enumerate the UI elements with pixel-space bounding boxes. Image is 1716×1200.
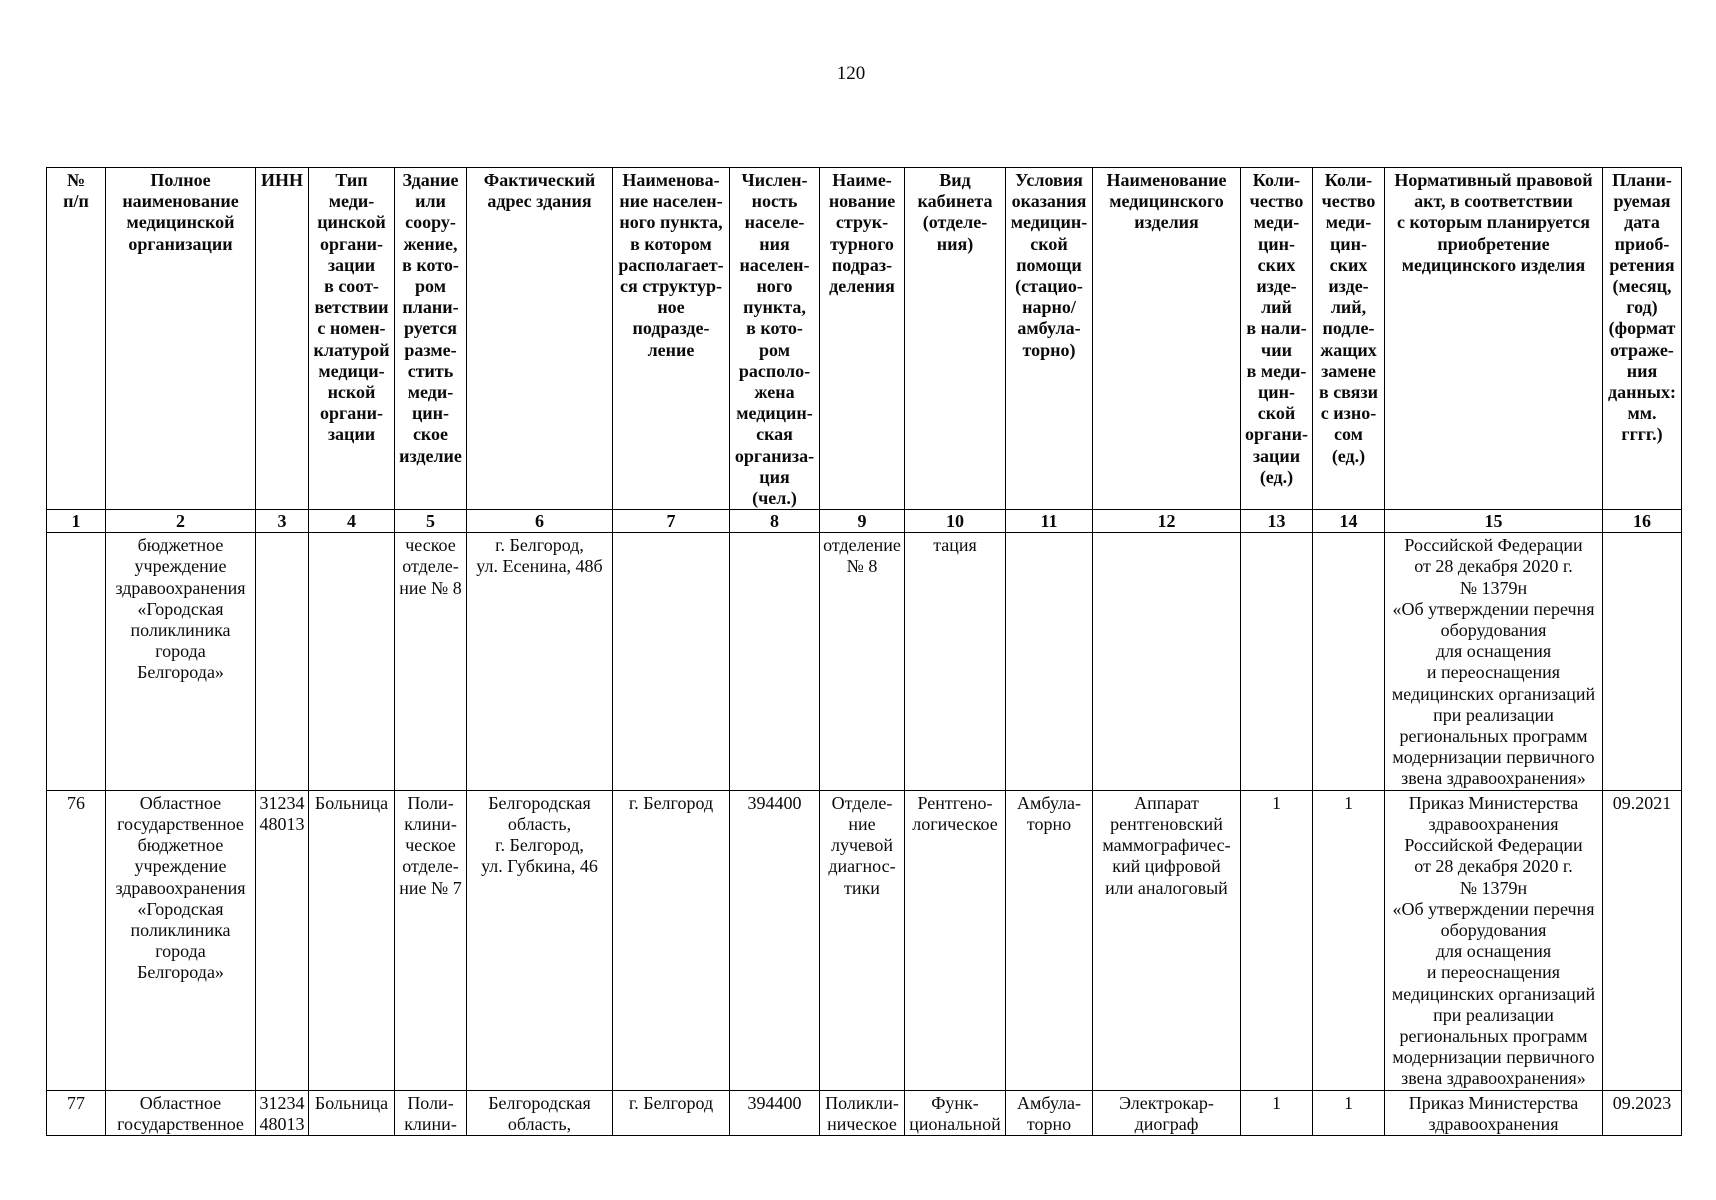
cell-subdivision: Поликли- ническое [820, 1090, 905, 1135]
header-row-number: № п/п [47, 168, 106, 510]
cell-cabinet-type: Функ- циональной [905, 1090, 1006, 1135]
cell-inn [256, 533, 309, 790]
header-device-name: Наименование медицинского изделия [1093, 168, 1241, 510]
cell-device-count-replace: 1 [1313, 790, 1385, 1090]
cell-cabinet-type: тация [905, 533, 1006, 790]
cell-device-count-available: 1 [1241, 790, 1313, 1090]
cell-settlement: г. Белгород [613, 790, 730, 1090]
header-device-count-replace: Коли- чество меди- цин- ских изде- лий, подле- жащих замене в связи с изно- сом (ед.) [1313, 168, 1385, 510]
column-index: 11 [1006, 510, 1093, 533]
column-index-row [47, 510, 1682, 533]
header-org-type: Тип меди- цинской органи- зации в соот- ветствии с номен- клатурой медици- нской органи- зации [309, 168, 395, 510]
header-planned-date: Плани- руемая дата приоб- ретения (месяц, год) (формат отраже- ния данных: мм. гггг.) [1603, 168, 1682, 510]
column-index: 8 [730, 510, 820, 533]
cell-building: Поли- клини- ческое отделе- ние № 7 [395, 790, 467, 1090]
column-index: 4 [309, 510, 395, 533]
cell-device-count-replace [1313, 533, 1385, 790]
cell-subdivision: отделение № 8 [820, 533, 905, 790]
cell-population: 394400 [730, 790, 820, 1090]
equipment-table [46, 167, 1682, 1136]
cell-inn: 31234 48013 [256, 1090, 309, 1135]
cell-planned-date: 09.2023 [1603, 1090, 1682, 1135]
cell-device-name: Электрокар- диограф [1093, 1090, 1241, 1135]
cell-org-name: Областное государственное [106, 1090, 256, 1135]
column-index: 1 [47, 510, 106, 533]
table-row-continued [47, 533, 1682, 790]
cell-building: ческое отделе- ние № 8 [395, 533, 467, 790]
page-number: 120 [836, 63, 866, 84]
cell-device-count-available: 1 [1241, 1090, 1313, 1135]
header-address: Фактический адрес здания [467, 168, 613, 510]
cell-org-type [309, 533, 395, 790]
cell-settlement [613, 533, 730, 790]
cell-population: 394400 [730, 1090, 820, 1135]
cell-row-number [47, 533, 106, 790]
header-legal-act: Нормативный правовой акт, в соответствии с которым планируется приобретение медицинского изделия [1385, 168, 1603, 510]
cell-cabinet-type: Рентгено- логическое [905, 790, 1006, 1090]
header-population: Числен- ность населе- ния населен- ного пункта, в кото- ром располо- жена медицин- ская организа- ция (чел.) [730, 168, 820, 510]
header-subdivision: Наиме- нование струк- турного подраз- деления [820, 168, 905, 510]
cell-planned-date: 09.2021 [1603, 790, 1682, 1090]
cell-row-number: 76 [47, 790, 106, 1090]
cell-row-number: 77 [47, 1090, 106, 1135]
cell-inn: 31234 48013 [256, 790, 309, 1090]
cell-building: Поли- клини- [395, 1090, 467, 1135]
cell-settlement: г. Белгород [613, 1090, 730, 1135]
column-index: 13 [1241, 510, 1313, 533]
cell-care-conditions [1006, 533, 1093, 790]
cell-planned-date [1603, 533, 1682, 790]
table-row-77 [47, 1090, 1682, 1135]
cell-address: г. Белгород, ул. Есенина, 48б [467, 533, 613, 790]
cell-care-conditions: Амбула- торно [1006, 790, 1093, 1090]
column-index: 12 [1093, 510, 1241, 533]
table-header-row [47, 168, 1682, 510]
table-row-76 [47, 790, 1682, 1090]
cell-address: Белгородская область, [467, 1090, 613, 1135]
column-index: 14 [1313, 510, 1385, 533]
cell-legal-act: Приказ Министерства здравоохранения [1385, 1090, 1603, 1135]
header-inn: ИНН [256, 168, 309, 510]
column-index: 6 [467, 510, 613, 533]
cell-device-name: Аппарат рентгеновский маммографичес- кий цифровой или аналоговый [1093, 790, 1241, 1090]
cell-org-type: Больница [309, 790, 395, 1090]
cell-org-name: Областное государственное бюджетное учреждение здравоохранения «Городская поликлиника города Белгорода» [106, 790, 256, 1090]
header-cabinet-type: Вид кабинета (отделе- ния) [905, 168, 1006, 510]
cell-device-count-available [1241, 533, 1313, 790]
cell-org-name: бюджетное учреждение здравоохранения «Городская поликлиника города Белгорода» [106, 533, 256, 790]
column-index: 2 [106, 510, 256, 533]
column-index: 5 [395, 510, 467, 533]
cell-device-count-replace: 1 [1313, 1090, 1385, 1135]
column-index: 7 [613, 510, 730, 533]
cell-org-type: Больница [309, 1090, 395, 1135]
column-index: 15 [1385, 510, 1603, 533]
header-settlement: Наименова- ние населен- ного пункта, в котором располагает- ся структур- ное подразде- ление [613, 168, 730, 510]
cell-population [730, 533, 820, 790]
column-index: 16 [1603, 510, 1682, 533]
cell-legal-act: Приказ Министерства здравоохранения Российской Федерации от 28 декабря 2020 г. № 1379н «Об утверждении перечня оборудования для оснащения и переоснащения медицинских организаций при реализации региональных программ модернизации первичного звена здравоохранения» [1385, 790, 1603, 1090]
cell-legal-act: Российской Федерации от 28 декабря 2020 г. № 1379н «Об утверждении перечня оборудования для оснащения и переоснащения медицинских организаций при реализации региональных программ модернизации первичного звена здравоохранения» [1385, 533, 1603, 790]
column-index: 9 [820, 510, 905, 533]
header-device-count-available: Коли- чество меди- цин- ских изде- лий в нали- чии в меди- цин- ской органи- зации (ед.) [1241, 168, 1313, 510]
cell-subdivision: Отделе- ние лучевой диагнос- тики [820, 790, 905, 1090]
header-care-conditions: Условия оказания медицин- ской помощи (стацио- нарно/ амбула- торно) [1006, 168, 1093, 510]
column-index: 10 [905, 510, 1006, 533]
header-building: Здание или соору- жение, в кото- ром плани- руется разме- стить меди- цин- ское изделие [395, 168, 467, 510]
header-org-name: Полное наименование медицинской организации [106, 168, 256, 510]
cell-care-conditions: Амбула- торно [1006, 1090, 1093, 1135]
cell-address: Белгородская область, г. Белгород, ул. Губкина, 46 [467, 790, 613, 1090]
cell-device-name [1093, 533, 1241, 790]
column-index: 3 [256, 510, 309, 533]
